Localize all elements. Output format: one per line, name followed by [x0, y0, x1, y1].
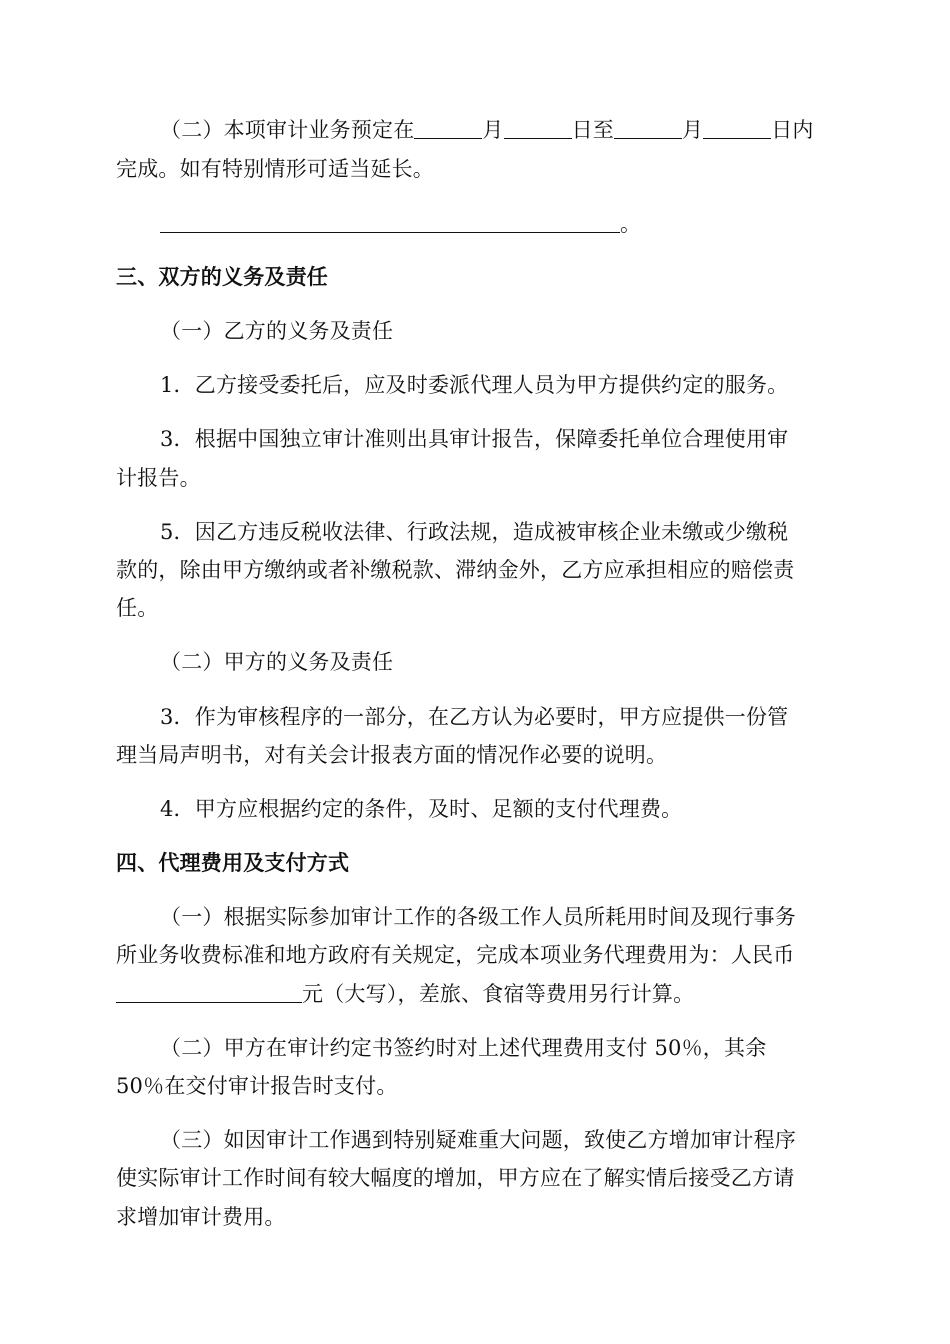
- party-b-item-5-line-1: 5．因乙方违反税收法律、行政法规，造成被审核企业未缴或少缴税: [160, 520, 789, 544]
- party-b-item-1: 1．乙方接受委托后，应及时委派代理人员为甲方提供约定的服务。: [160, 373, 789, 397]
- party-b-subheading: （一）乙方的义务及责任: [160, 319, 394, 343]
- month-blank-2: [614, 116, 682, 139]
- party-b-item-5-line-2: 款的，除由甲方缴纳或者补缴税款、滞纳金外，乙方应承担相应的赔偿责: [116, 558, 795, 582]
- fee-paragraph-1-line-2: 所业务收费标准和地方政府有关规定，完成本项业务代理费用为：人民币: [116, 943, 795, 967]
- party-a-item-3-line-2: 理当局声明书，对有关会计报表方面的情况作必要的说明。: [116, 743, 668, 767]
- day-in-label: 日内: [771, 118, 814, 142]
- schedule-prefix: （二）本项审计业务预定在: [160, 118, 415, 142]
- party-a-item-4: 4．甲方应根据约定的条件，及时、足额的支付代理费。: [160, 797, 683, 821]
- fee-paragraph-3-line-2: 使实际审计工作时间有较大幅度的增加，甲方应在了解实情后接受乙方请: [116, 1166, 795, 1190]
- blank-fill-line: [160, 210, 641, 238]
- party-b-item-5-line-3: 任。: [116, 596, 159, 620]
- month-label-1: 月: [482, 118, 504, 142]
- blank-line-end: 。: [620, 212, 642, 236]
- party-a-subheading: （二）甲方的义务及责任: [160, 650, 394, 674]
- day-blank-1: [504, 116, 572, 139]
- fee-amount-blank: [116, 980, 302, 1003]
- section-3-heading: 三、双方的义务及责任: [116, 264, 328, 289]
- fee-paragraph-2-line-1: （二）甲方在审计约定书签约时对上述代理费用支付 50％，其余: [160, 1036, 767, 1060]
- party-b-item-3-line-1: 3．根据中国独立审计准则出具审计报告，保障委托单位合理使用审: [160, 427, 789, 451]
- fee-paragraph-1-line-3-text: 元（大写），差旅、食宿等费用另行计算。: [302, 982, 695, 1006]
- party-b-item-3-line-2: 计报告。: [116, 466, 201, 490]
- day-to-label: 日至: [571, 118, 615, 142]
- day-blank-2: [703, 116, 771, 139]
- schedule-continuation: 完成。如有特别情形可适当延长。: [116, 157, 434, 181]
- fee-paragraph-3-line-3: 求增加审计费用。: [116, 1205, 286, 1229]
- schedule-line: [160, 116, 814, 144]
- fee-paragraph-2-line-2: 50％在交付审计报告时支付。: [116, 1074, 398, 1098]
- month-label-2: 月: [682, 118, 704, 142]
- section-4-heading: 四、代理费用及支付方式: [116, 850, 350, 875]
- fee-paragraph-1-line-3: [116, 980, 694, 1008]
- fee-paragraph-1-line-1: （一）根据实际参加审计工作的各级工作人员所耗用时间及现行事务: [160, 905, 796, 929]
- month-blank-1: [414, 116, 482, 139]
- fee-paragraph-3-line-1: （三）如因审计工作遇到特别疑难重大问题，致使乙方增加审计程序: [160, 1128, 796, 1152]
- long-blank: [160, 210, 620, 233]
- party-a-item-3-line-1: 3．作为审核程序的一部分，在乙方认为必要时，甲方应提供一份管: [160, 705, 789, 729]
